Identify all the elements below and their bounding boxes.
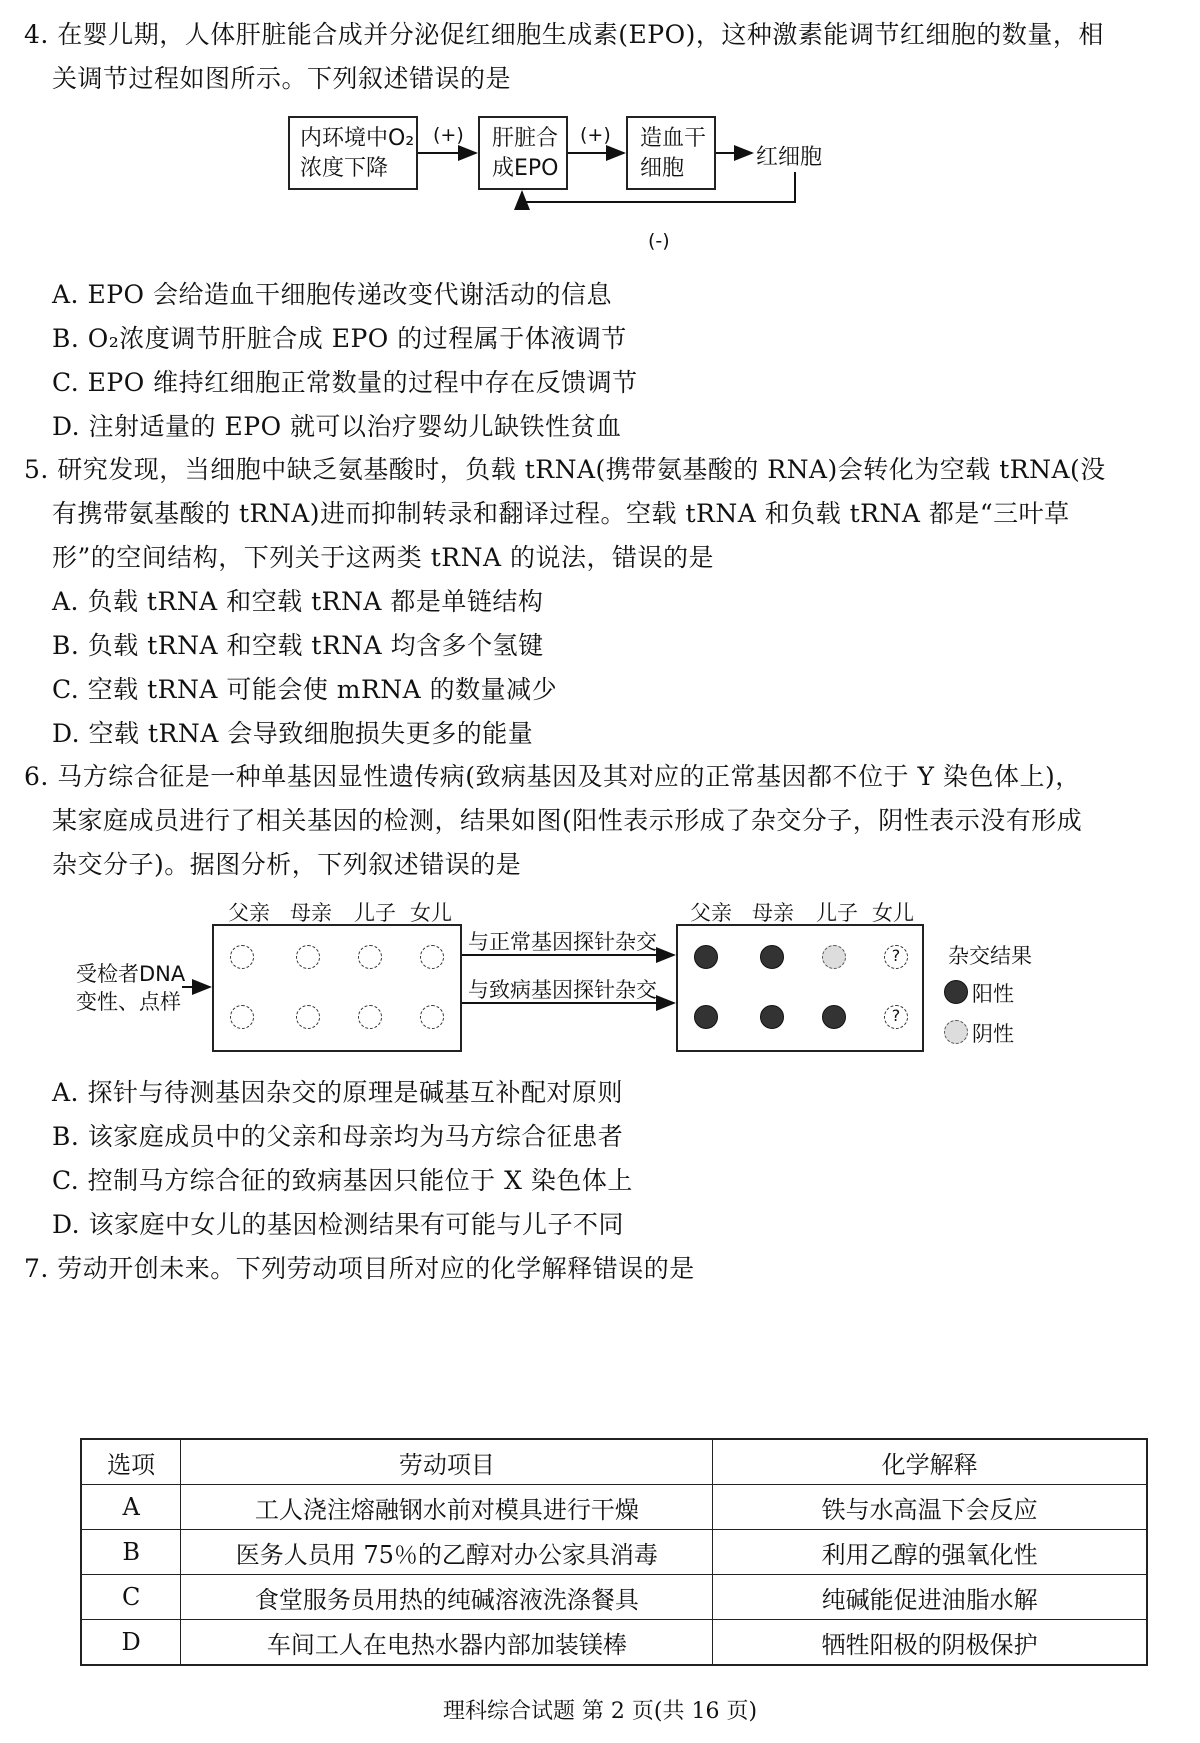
q4-option-c: C. EPO 维持红细胞正常数量的过程中存在反馈调节 bbox=[52, 368, 638, 397]
q4-option-a: A. EPO 会给造血干细胞传递改变代谢活动的信息 bbox=[52, 280, 612, 309]
box1-line1: 内环境中O₂ bbox=[300, 126, 415, 151]
left-member-daughter: 女儿 bbox=[410, 901, 452, 925]
q5-option-d: D. 空载 tRNA 会导致细胞损失更多的能量 bbox=[52, 719, 534, 748]
q5-option-a: A. 负载 tRNA 和空载 tRNA 都是单链结构 bbox=[52, 587, 544, 616]
q5-option-b: B. 负载 tRNA 和空载 tRNA 均含多个氢键 bbox=[52, 631, 544, 660]
header-project: 劳动项目 bbox=[181, 1439, 713, 1485]
table-cell: D bbox=[81, 1620, 181, 1666]
table-cell: 利用乙醇的强氧化性 bbox=[713, 1530, 1147, 1575]
q5-stem-line1: 5. 研究发现，当细胞中缺乏氨基酸时，负载 tRNA(携带氨基酸的 RNA)会转化为空载 tRNA(没 bbox=[24, 455, 1106, 484]
right-member-father: 父亲 bbox=[690, 901, 732, 925]
table-cell: 食堂服务员用热的纯碱溶液洗涤餐具 bbox=[181, 1575, 713, 1620]
q4-option-b: B. O₂浓度调节肝脏合成 EPO 的过程属于体液调节 bbox=[52, 324, 627, 353]
table-cell: 纯碱能促进油脂水解 bbox=[713, 1575, 1147, 1620]
input-label-line2: 变性、点样 bbox=[76, 990, 181, 1014]
result-dot-positive bbox=[694, 1005, 718, 1029]
table-row bbox=[81, 1485, 1147, 1530]
result-dot-unknown: ? bbox=[884, 1005, 908, 1029]
q6-stem-line3: 杂交分子)。据图分析，下列叙述错误的是 bbox=[52, 850, 522, 879]
sample-dot bbox=[420, 1005, 444, 1029]
q6-stem-line2: 某家庭成员进行了相关基因的检测，结果如图(阳性表示形成了杂交分子，阴性表示没有形成 bbox=[52, 806, 1083, 835]
q6-option-b: B. 该家庭成员中的父亲和母亲均为马方综合征患者 bbox=[52, 1122, 624, 1151]
table-cell: 车间工人在电热水器内部加装镁棒 bbox=[181, 1620, 713, 1666]
probe-normal-label: 与正常基因探针杂交 bbox=[468, 930, 657, 954]
table-row bbox=[81, 1620, 1147, 1666]
right-member-daughter: 女儿 bbox=[872, 901, 914, 925]
left-member-mother: 母亲 bbox=[290, 901, 332, 925]
feedback-label: (-) bbox=[648, 230, 670, 252]
box3-line2: 细胞 bbox=[640, 156, 685, 181]
left-member-father: 父亲 bbox=[228, 901, 270, 925]
box3-line1: 造血干 bbox=[640, 126, 707, 151]
table-cell: 铁与水高温下会反应 bbox=[713, 1485, 1147, 1530]
q6-stem-line1: 6. 马方综合征是一种单基因显性遗传病(致病基因及其对应的正常基因都不位于 Y 染色体上)， bbox=[24, 762, 1081, 791]
q7-table bbox=[80, 1438, 1148, 1666]
legend-negative-dot bbox=[944, 1020, 968, 1044]
result-dot-positive bbox=[760, 945, 784, 969]
sample-dot bbox=[420, 945, 444, 969]
result-dot-negative bbox=[822, 945, 846, 969]
table-cell: A bbox=[81, 1485, 181, 1530]
sample-dot bbox=[358, 1005, 382, 1029]
legend-positive-dot bbox=[944, 980, 968, 1004]
legend-title: 杂交结果 bbox=[948, 944, 1032, 968]
legend-positive-label: 阳性 bbox=[972, 982, 1014, 1006]
page-footer: 理科综合试题 第 2 页(共 16 页) bbox=[442, 1699, 758, 1724]
sample-dot bbox=[296, 945, 320, 969]
output-label: 红细胞 bbox=[756, 145, 823, 170]
box2-line1: 肝脏合 bbox=[492, 126, 559, 151]
q6-option-a: A. 探针与待测基因杂交的原理是碱基互补配对原则 bbox=[52, 1078, 623, 1107]
input-label-line1: 受检者DNA bbox=[76, 962, 186, 986]
q5-stem-line3: 形”的空间结构，下列关于这两类 tRNA 的说法，错误的是 bbox=[52, 543, 714, 572]
box1-line2: 浓度下降 bbox=[300, 156, 389, 181]
table-cell: B bbox=[81, 1530, 181, 1575]
table-row bbox=[81, 1575, 1147, 1620]
box2-line2: 成EPO bbox=[492, 156, 559, 181]
arrow1-label: (+) bbox=[433, 124, 464, 146]
q4-stem-line2: 关调节过程如图所示。下列叙述错误的是 bbox=[52, 64, 512, 93]
result-dot-unknown: ? bbox=[884, 945, 908, 969]
table-cell: 医务人员用 75％的乙醇对办公家具消毒 bbox=[181, 1530, 713, 1575]
legend-negative-label: 阴性 bbox=[972, 1022, 1014, 1046]
arrow2-label: (+) bbox=[580, 124, 611, 146]
q4-option-d: D. 注射适量的 EPO 就可以治疗婴幼儿缺铁性贫血 bbox=[52, 412, 622, 441]
q5-option-c: C. 空载 tRNA 可能会使 mRNA 的数量减少 bbox=[52, 675, 558, 704]
sample-dot bbox=[296, 1005, 320, 1029]
sample-dot bbox=[230, 1005, 254, 1029]
q6-option-c: C. 控制马方综合征的致病基因只能位于 X 染色体上 bbox=[52, 1166, 633, 1195]
header-explanation: 化学解释 bbox=[713, 1439, 1147, 1485]
table-cell: 工人浇注熔融钢水前对模具进行干燥 bbox=[181, 1485, 713, 1530]
table-header-row bbox=[81, 1439, 1147, 1485]
q6-option-d: D. 该家庭中女儿的基因检测结果有可能与儿子不同 bbox=[52, 1210, 625, 1239]
right-member-mother: 母亲 bbox=[752, 901, 794, 925]
left-member-son: 儿子 bbox=[354, 901, 396, 925]
result-dot-positive bbox=[760, 1005, 784, 1029]
sample-dot bbox=[358, 945, 382, 969]
probe-disease-label: 与致病基因探针杂交 bbox=[468, 978, 657, 1002]
q4-stem-line1: 4. 在婴儿期，人体肝脏能合成并分泌促红细胞生成素(EPO)，这种激素能调节红细胞的数量，相 bbox=[24, 20, 1104, 49]
sample-dot bbox=[230, 945, 254, 969]
right-member-son: 儿子 bbox=[816, 901, 858, 925]
result-dot-positive bbox=[822, 1005, 846, 1029]
table-cell: C bbox=[81, 1575, 181, 1620]
q5-stem-line2: 有携带氨基酸的 tRNA)进而抑制转录和翻译过程。空载 tRNA 和负载 tRNA 都是“三叶草 bbox=[52, 499, 1070, 528]
q7-stem: 7. 劳动开创未来。下列劳动项目所对应的化学解释错误的是 bbox=[24, 1254, 695, 1283]
table-cell: 牺牲阳极的阴极保护 bbox=[713, 1620, 1147, 1666]
header-option: 选项 bbox=[81, 1439, 181, 1485]
table-row bbox=[81, 1530, 1147, 1575]
result-dot-positive bbox=[694, 945, 718, 969]
feedback-arrow bbox=[522, 172, 795, 202]
